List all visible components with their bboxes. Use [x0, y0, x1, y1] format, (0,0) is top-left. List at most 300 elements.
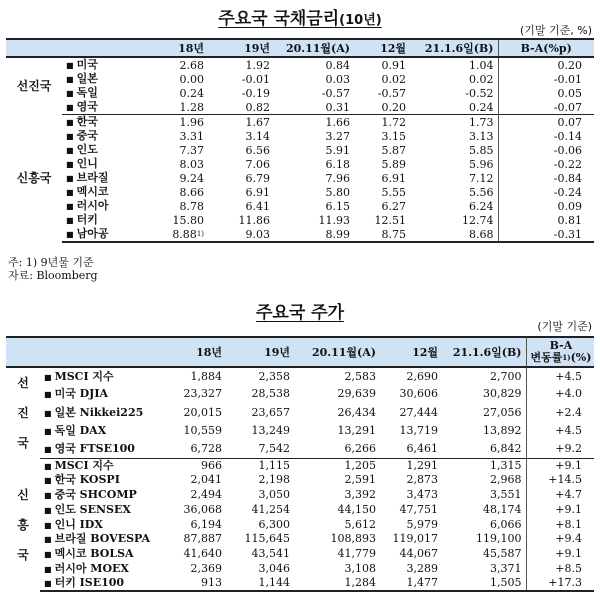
stock-header-cell: 19년 — [226, 337, 294, 367]
stock-index-name — [40, 404, 162, 422]
stock-value-cell: 6,728 — [162, 440, 226, 458]
stock-value-cell: 1,205 — [344, 458, 376, 472]
stock-value-cell: 48,174 — [483, 502, 522, 516]
bond-change-cell: 0.05 — [498, 86, 594, 100]
stock-value-cell: 23,327 — [183, 387, 222, 401]
stock-index-label: 러시아 MOEX — [54, 561, 129, 575]
bond-value-cell — [410, 185, 498, 199]
stock-index-label: 한국 KOSPI — [54, 473, 120, 487]
stock-value-cell: 913 — [162, 576, 226, 591]
bond-value-cell — [354, 129, 410, 143]
stock-value-cell: 6,461 — [380, 440, 442, 458]
stock-value-cell: 41,254 — [251, 502, 290, 516]
bond-change-cell: -0.22 — [498, 157, 594, 171]
stock-value-cell: 20,015 — [183, 405, 222, 419]
bullet-square-icon: ■ — [66, 187, 74, 197]
bond-value: 0.03 — [325, 72, 350, 86]
bond-value-cell — [208, 86, 274, 100]
bond-value: 0.02 — [469, 72, 494, 86]
stock-index-name — [40, 385, 162, 403]
stock-value-cell: 1,144 — [226, 576, 294, 591]
stock-value-cell: 13,249 — [251, 423, 290, 437]
bullet-square-icon: ■ — [66, 131, 74, 141]
bond-value: 7.12 — [469, 171, 494, 185]
bond-change-cell: 0.81 — [498, 213, 594, 227]
bond-value-cell — [128, 185, 208, 199]
stock-change-cell: +4.7 — [526, 488, 594, 503]
stock-value-cell: 45,587 — [483, 547, 522, 561]
stock-value-cell: 5,612 — [344, 517, 376, 531]
bond-country-name — [62, 227, 128, 242]
bond-source: 자료: Bloomberg — [8, 269, 98, 282]
bond-value-cell — [354, 157, 410, 171]
stock-value-cell: 3,371 — [490, 561, 522, 575]
bond-value: 1.73 — [469, 115, 494, 129]
bullet-square-icon: ■ — [44, 475, 52, 486]
stock-index-name — [40, 473, 162, 488]
bond-country-name — [62, 100, 128, 115]
bond-value-cell — [354, 227, 410, 242]
bond-value-cell — [274, 227, 354, 242]
bond-value: 2.68 — [179, 58, 204, 72]
bond-footnotes — [8, 256, 98, 282]
bullet-square-icon: ■ — [44, 407, 52, 418]
bullet-square-icon: ■ — [44, 460, 52, 471]
bullet-square-icon: ■ — [44, 578, 52, 589]
bond-country-name — [62, 157, 128, 171]
table-row — [6, 404, 594, 422]
bond-value: -0.19 — [241, 86, 270, 100]
stock-group-char: 국 — [17, 436, 29, 450]
table-row — [6, 502, 594, 517]
bond-title-text: 주요국 국채금리 — [218, 9, 340, 29]
bond-value: -0.52 — [465, 86, 494, 100]
bond-change-cell: 0.09 — [498, 199, 594, 213]
bond-value-cell — [208, 199, 274, 213]
bond-value: 1.04 — [469, 58, 494, 72]
stock-value-cell: 2,583 — [344, 369, 376, 383]
bond-value-cell — [208, 57, 274, 72]
bond-value-cell — [410, 100, 498, 115]
stock-change-cell: +4.0 — [526, 385, 594, 403]
table-row — [6, 562, 594, 577]
bond-value-cell — [410, 86, 498, 100]
stock-value-cell: 28,538 — [251, 387, 290, 401]
bullet-square-icon: ■ — [66, 215, 74, 225]
stock-header-cell: 12월 — [380, 337, 442, 367]
stock-value-cell: 5,979 — [406, 517, 438, 531]
bond-country-label: 중국 — [76, 129, 98, 142]
table-row — [6, 185, 594, 199]
bond-group-label: 신흥국 — [16, 170, 52, 185]
stock-change-cell: +9.1 — [526, 502, 594, 517]
stock-change-cell: +17.3 — [526, 576, 594, 591]
bullet-square-icon: ■ — [44, 489, 52, 500]
table-row — [6, 72, 594, 86]
stock-index-name — [40, 562, 162, 577]
bond-value: 7.37 — [179, 143, 204, 157]
bond-value-cell — [208, 157, 274, 171]
stock-header-row — [6, 337, 594, 367]
bond-value-cell — [274, 57, 354, 72]
bond-header-cell: 12월 — [354, 39, 410, 57]
stock-value-cell: 1,505 — [442, 576, 526, 591]
stock-index-name — [40, 488, 162, 503]
bond-value-cell — [128, 157, 208, 171]
stock-index-name — [40, 440, 162, 458]
bond-value-cell — [410, 199, 498, 213]
bond-value: 6.41 — [245, 199, 270, 213]
bullet-square-icon: ■ — [44, 563, 52, 574]
table-row — [6, 213, 594, 227]
stock-index-name — [40, 422, 162, 440]
bond-title-suffix: (10년) — [339, 13, 382, 28]
bond-change-cell: 0.07 — [498, 115, 594, 130]
stock-value-cell: 41,779 — [337, 547, 376, 561]
bond-value-cell — [128, 171, 208, 185]
bond-change-cell: -0.07 — [498, 100, 594, 115]
bond-change-cell: -0.31 — [498, 227, 594, 242]
bond-change-cell: -0.01 — [498, 72, 594, 86]
stock-header-change — [526, 337, 594, 367]
bond-group-label: 선진국 — [16, 78, 52, 93]
bond-country-label: 남아공 — [76, 227, 109, 240]
stock-change-cell: +9.1 — [526, 547, 594, 562]
stock-change-cell: +9.2 — [526, 440, 594, 458]
stock-value-cell: 6,194 — [190, 517, 222, 531]
stock-value-cell: 1,477 — [380, 576, 442, 591]
bullet-square-icon: ■ — [66, 102, 74, 112]
bond-value: -0.01 — [241, 72, 270, 86]
stock-value-cell: 3,392 — [344, 487, 376, 501]
bond-country-label: 러시아 — [76, 199, 109, 212]
stock-index-name — [40, 576, 162, 591]
stock-value-cell: 2,198 — [258, 473, 290, 487]
bond-value-cell — [128, 57, 208, 72]
bond-country-label: 독일 — [76, 86, 98, 99]
bond-country-label: 미국 — [76, 58, 98, 71]
bond-value: 0.00 — [179, 72, 204, 86]
stock-value-cell: 2,041 — [190, 473, 222, 487]
bond-value: 1.66 — [325, 115, 350, 129]
bond-value-cell — [128, 227, 208, 242]
bond-value: -0.57 — [377, 86, 406, 100]
bond-value: 6.91 — [245, 185, 270, 199]
stock-header-change-top: B-A — [549, 339, 573, 352]
stock-value-cell: 10,559 — [183, 423, 222, 437]
bullet-square-icon: ■ — [44, 534, 52, 545]
bond-value-cell — [354, 86, 410, 100]
bond-country-label: 한국 — [76, 115, 98, 128]
bond-country-name — [62, 115, 128, 130]
stock-index-label: 중국 SHCOMP — [54, 487, 137, 501]
table-row — [6, 227, 594, 242]
footnote-marker: 1) — [196, 229, 204, 238]
stock-change-cell: +2.4 — [526, 404, 594, 422]
bond-value: 3.31 — [179, 129, 204, 143]
stock-value-cell: 1,315 — [490, 458, 522, 472]
bond-value: 8.68 — [469, 227, 494, 241]
bond-value-cell — [410, 57, 498, 72]
stock-value-cell: 108,893 — [330, 532, 376, 546]
table-row — [6, 129, 594, 143]
table-row — [6, 576, 594, 591]
table-row — [6, 115, 594, 130]
bond-value: 5.96 — [469, 157, 494, 171]
stock-value-cell: 6,066 — [490, 517, 522, 531]
bond-value: 6.18 — [325, 157, 350, 171]
bond-value: 1.67 — [245, 115, 270, 129]
bond-value-cell — [128, 115, 208, 130]
bullet-square-icon: ■ — [66, 229, 74, 239]
bond-country-name — [62, 129, 128, 143]
stock-value-cell: 6,266 — [294, 440, 380, 458]
table-row — [6, 86, 594, 100]
stock-value-cell: 44,150 — [337, 502, 376, 516]
table-row — [6, 143, 594, 157]
bond-value-cell — [410, 171, 498, 185]
bond-value-cell — [354, 143, 410, 157]
bond-country-label: 인도 — [76, 143, 98, 156]
bond-value-cell — [274, 100, 354, 115]
bond-value-cell — [128, 100, 208, 115]
bond-value: 5.91 — [325, 143, 350, 157]
bond-change-cell: -0.84 — [498, 171, 594, 185]
bullet-square-icon: ■ — [66, 117, 74, 127]
table-row — [6, 171, 594, 185]
bond-value-cell — [410, 115, 498, 130]
bond-value: 0.20 — [381, 100, 406, 114]
stock-index-label: MSCI 지수 — [54, 369, 114, 383]
stock-value-cell: 3,046 — [258, 561, 290, 575]
bond-value-cell — [274, 143, 354, 157]
bond-value: 5.85 — [469, 143, 494, 157]
stock-value-cell: 27,444 — [399, 405, 438, 419]
bond-value-cell — [354, 115, 410, 130]
bullet-square-icon: ■ — [44, 425, 52, 436]
stock-header-cell: 21.1.6일(B) — [442, 337, 526, 367]
bond-value: 5.89 — [381, 157, 406, 171]
bond-value: 7.96 — [325, 171, 350, 185]
stock-group-char: 신 — [17, 487, 29, 502]
table-row — [6, 367, 594, 385]
bond-value-cell — [128, 86, 208, 100]
bond-value: 3.15 — [381, 129, 406, 143]
bond-country-label: 인니 — [76, 157, 98, 170]
bond-country-label: 터키 — [76, 213, 98, 226]
stock-group-label — [6, 458, 40, 591]
bullet-square-icon: ■ — [44, 519, 52, 530]
bond-value: 12.74 — [462, 213, 494, 227]
stock-value-cell: 13,892 — [483, 423, 522, 437]
stock-value-cell: 2,690 — [406, 369, 438, 383]
table-row — [6, 440, 594, 458]
table-row — [6, 517, 594, 532]
bullet-square-icon: ■ — [66, 88, 74, 98]
bond-value: 0.31 — [325, 100, 350, 114]
bond-value-cell — [274, 86, 354, 100]
stock-value-cell: 119,100 — [476, 532, 522, 546]
bond-country-label: 영국 — [76, 100, 98, 113]
bond-country-name — [62, 72, 128, 86]
stock-value-cell: 41,640 — [183, 547, 222, 561]
bond-value: -0.57 — [321, 86, 350, 100]
bond-value-cell — [208, 227, 274, 242]
bond-country-label: 멕시코 — [76, 185, 109, 198]
stock-value-cell: 13,291 — [337, 423, 376, 437]
stock-value-cell: 1,291 — [406, 458, 438, 472]
stock-change-cell: +4.5 — [526, 422, 594, 440]
bond-value: 3.13 — [469, 129, 494, 143]
bond-value-cell — [208, 115, 274, 130]
stock-index-label: 독일 DAX — [54, 423, 107, 437]
bullet-square-icon: ■ — [66, 159, 74, 169]
bond-value: 5.55 — [381, 185, 406, 199]
bond-header-cell: 21.1.6일(B) — [410, 39, 498, 57]
bond-country-name — [62, 185, 128, 199]
bond-value-cell — [274, 157, 354, 171]
bond-value-cell — [410, 72, 498, 86]
table-row — [6, 547, 594, 562]
bond-value-cell — [354, 199, 410, 213]
table-row — [6, 57, 594, 72]
bond-yield-table — [6, 38, 594, 243]
stock-index-label: 일본 Nikkei225 — [54, 405, 144, 419]
stock-unit-note: (기말 기준) — [537, 320, 592, 333]
stock-value-cell: 966 — [201, 458, 222, 472]
stock-value-cell: 2,591 — [344, 473, 376, 487]
bond-value-cell — [208, 72, 274, 86]
stock-value-cell: 43,541 — [251, 547, 290, 561]
stock-value-cell: 27,056 — [483, 405, 522, 419]
bond-value-cell — [410, 157, 498, 171]
stock-change-cell: +4.5 — [526, 367, 594, 385]
table-row — [6, 458, 594, 473]
bond-header-cell: B-A(%p) — [498, 39, 594, 57]
bond-value: 1.92 — [245, 58, 270, 72]
bullet-square-icon: ■ — [44, 371, 52, 382]
stock-value-cell: 2,369 — [190, 561, 222, 575]
bond-change-cell: -0.06 — [498, 143, 594, 157]
bond-value: 8.75 — [381, 227, 406, 241]
bond-value: 12.51 — [374, 213, 406, 227]
stock-group-char: 국 — [17, 547, 29, 562]
bond-value-cell — [274, 213, 354, 227]
bond-value: 6.79 — [245, 171, 270, 185]
bond-country-name — [62, 86, 128, 100]
bond-value: 11.93 — [318, 213, 350, 227]
stock-group-char: 흥 — [17, 517, 29, 532]
bond-value: 0.24 — [179, 86, 204, 100]
stock-index-label: 미국 DJIA — [54, 387, 109, 401]
bond-value: 3.27 — [325, 129, 350, 143]
stock-value-cell: 44,067 — [399, 547, 438, 561]
stock-value-cell: 2,494 — [190, 487, 222, 501]
stock-change-cell: +9.4 — [526, 532, 594, 547]
bond-value: 7.06 — [245, 157, 270, 171]
bond-value-cell — [128, 199, 208, 213]
stock-header-change-bottom: 변동률 — [530, 351, 563, 364]
bullet-square-icon: ■ — [44, 389, 52, 400]
stock-value-cell: 3,050 — [258, 487, 290, 501]
stock-value-cell: 3,108 — [344, 561, 376, 575]
stock-value-cell: 1,284 — [294, 576, 380, 591]
stock-index-name — [40, 367, 162, 385]
bond-value-cell — [274, 115, 354, 130]
stock-index-name — [40, 547, 162, 562]
bullet-square-icon: ■ — [66, 60, 74, 70]
bond-table-title — [0, 4, 600, 29]
bond-value: 1.96 — [179, 115, 204, 129]
stock-value-cell: 115,645 — [244, 532, 290, 546]
stock-value-cell: 7,542 — [226, 440, 294, 458]
bond-value-cell — [208, 171, 274, 185]
bond-country-name — [62, 213, 128, 227]
bond-value-cell — [208, 213, 274, 227]
bond-change-cell: -0.24 — [498, 185, 594, 199]
bullet-square-icon: ■ — [66, 145, 74, 155]
bond-value: 0.24 — [469, 100, 494, 114]
stock-index-name — [40, 517, 162, 532]
bond-value-cell — [410, 129, 498, 143]
stock-value-cell: 36,068 — [183, 502, 222, 516]
bond-value-cell — [354, 57, 410, 72]
bond-value-cell — [128, 129, 208, 143]
bond-value-cell — [410, 227, 498, 242]
bond-value-cell — [128, 72, 208, 86]
stock-value-cell: 13,719 — [399, 423, 438, 437]
bond-value: 3.14 — [245, 129, 270, 143]
bond-value-cell — [354, 185, 410, 199]
bond-header-cell: 18년 — [128, 39, 208, 57]
stock-index-name — [40, 532, 162, 547]
stock-index-label: 영국 FTSE100 — [54, 441, 135, 455]
bond-value-cell — [128, 143, 208, 157]
stock-value-cell: 1,884 — [190, 369, 222, 383]
table-row — [6, 385, 594, 403]
stock-value-cell: 26,434 — [337, 405, 376, 419]
bond-value: 1.28 — [179, 100, 204, 114]
stock-change-cell: +8.5 — [526, 562, 594, 577]
bullet-square-icon: ■ — [44, 549, 52, 560]
table-row — [6, 157, 594, 171]
stock-value-cell: 30,606 — [399, 387, 438, 401]
stock-value-cell: 6,842 — [442, 440, 526, 458]
stock-title-text: 주요국 주가 — [255, 303, 345, 323]
bond-value: 5.56 — [469, 185, 494, 199]
table-row — [6, 473, 594, 488]
bond-value-cell — [208, 129, 274, 143]
bond-value: 8.99 — [325, 227, 350, 241]
bond-value-cell — [274, 171, 354, 185]
bond-value: 0.02 — [381, 72, 406, 86]
stock-value-cell: 2,700 — [490, 369, 522, 383]
stock-value-cell: 119,017 — [392, 532, 438, 546]
bond-country-name — [62, 171, 128, 185]
bond-country-label: 브라질 — [76, 171, 109, 184]
stock-index-name — [40, 458, 162, 473]
bond-value: 0.82 — [245, 100, 270, 114]
stock-change-cell: +9.1 — [526, 458, 594, 473]
bullet-square-icon: ■ — [66, 201, 74, 211]
stock-value-cell: 6,300 — [258, 517, 290, 531]
stock-value-cell: 23,657 — [251, 405, 290, 419]
bond-value: 8.88 — [172, 227, 197, 241]
bond-value-cell — [274, 185, 354, 199]
stock-index-name — [40, 502, 162, 517]
bond-value-cell — [354, 72, 410, 86]
bond-value: 0.91 — [381, 58, 406, 72]
